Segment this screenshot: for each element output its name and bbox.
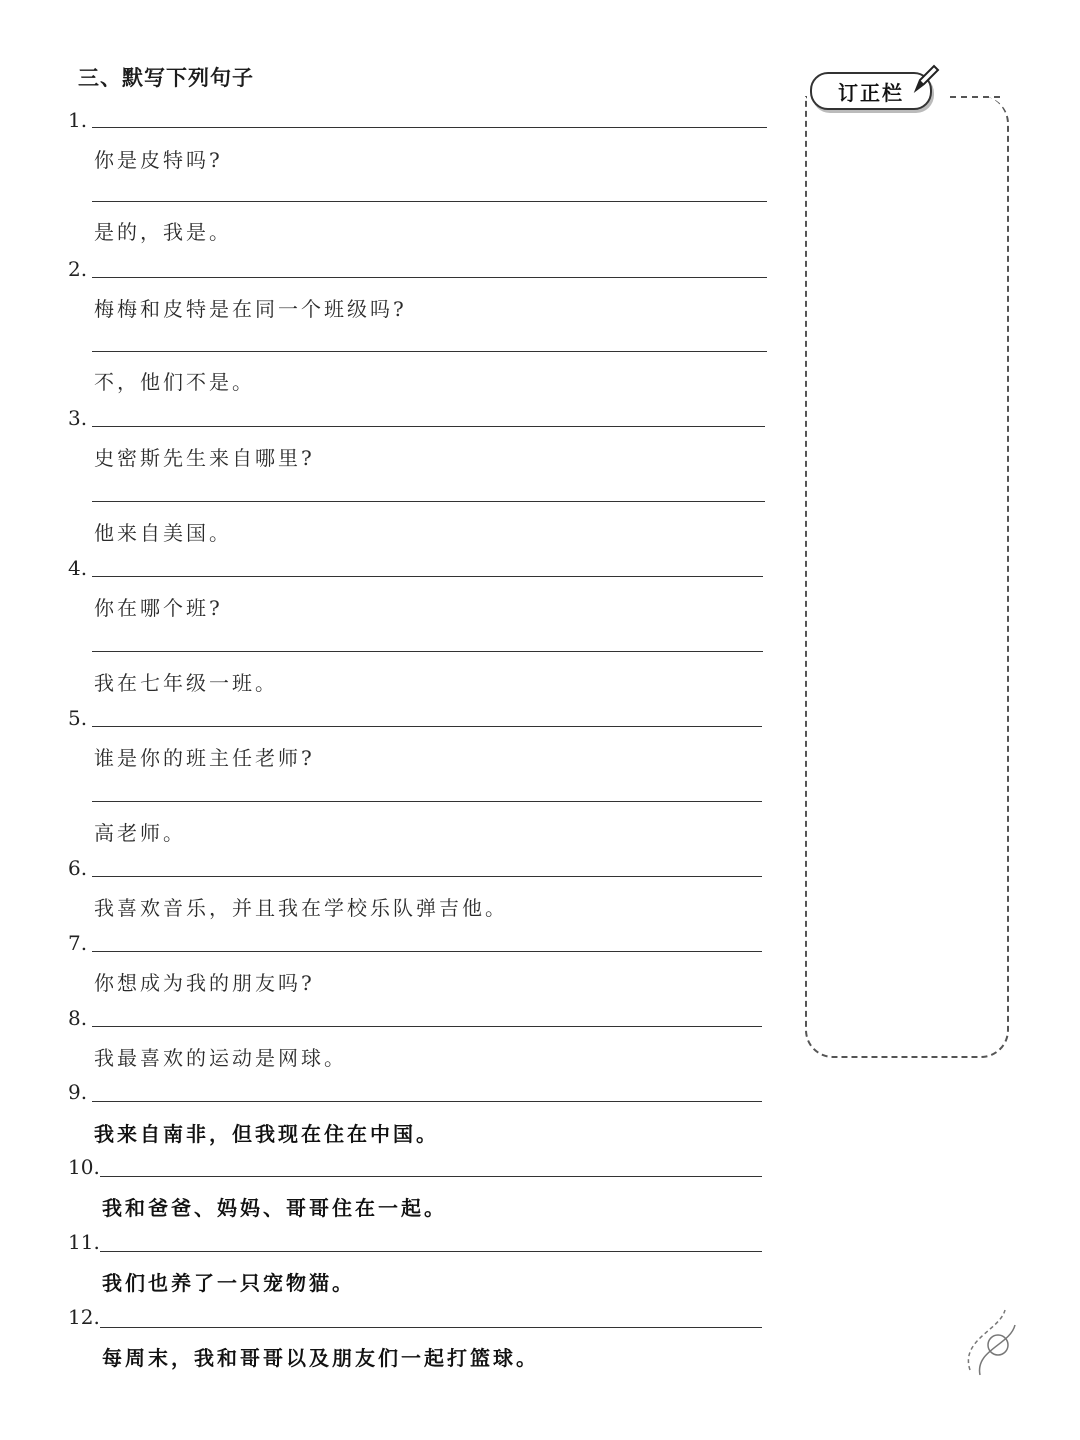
item-number: 5. (68, 706, 88, 730)
item-number: 12. (68, 1305, 100, 1329)
answer-line[interactable] (92, 1101, 762, 1102)
hint-text: 你在哪个班? (94, 596, 223, 620)
page-curl-icon (960, 1300, 1020, 1380)
item-number: 1. (68, 108, 88, 132)
correction-box[interactable] (805, 96, 1009, 1058)
answer-line[interactable] (92, 501, 765, 502)
hint-text: 梅梅和皮特是在同一个班级吗? (94, 297, 407, 321)
answer-line[interactable] (92, 951, 762, 952)
hint-text: 他来自美国。 (94, 521, 232, 545)
answer-line[interactable] (92, 351, 767, 352)
answer-line[interactable] (100, 1176, 762, 1177)
hint-text: 我最喜欢的运动是网球。 (94, 1046, 347, 1070)
hint-text: 每周末，我和哥哥以及朋友们一起打篮球。 (102, 1346, 539, 1370)
answer-line[interactable] (100, 1327, 762, 1328)
answer-line[interactable] (92, 1026, 762, 1027)
hint-text: 不，他们不是。 (94, 370, 255, 394)
item-number: 6. (68, 856, 88, 880)
hint-text: 史密斯先生来自哪里? (94, 446, 315, 470)
answer-line[interactable] (92, 726, 762, 727)
hint-text: 谁是你的班主任老师? (94, 746, 315, 770)
item-number: 11. (68, 1230, 100, 1254)
hint-text: 我来自南非，但我现在住在中国。 (94, 1122, 439, 1146)
answer-line[interactable] (92, 277, 767, 278)
answer-line[interactable] (92, 801, 762, 802)
item-number: 4. (68, 556, 88, 580)
hint-text: 我和爸爸、妈妈、哥哥住在一起。 (102, 1196, 447, 1220)
item-number: 3. (68, 406, 88, 430)
pencil-icon (912, 62, 942, 94)
hint-text: 你想成为我的朋友吗? (94, 971, 315, 995)
hint-text: 是的，我是。 (94, 220, 232, 244)
answer-line[interactable] (92, 576, 763, 577)
hint-text: 我在七年级一班。 (94, 671, 278, 695)
correction-box-top-edge (950, 96, 1000, 98)
section-title: 三、默写下列句子 (78, 66, 254, 90)
item-number: 8. (68, 1006, 88, 1030)
answer-line[interactable] (92, 201, 767, 202)
correction-label: 订正栏 (810, 72, 932, 110)
hint-text: 我喜欢音乐，并且我在学校乐队弹吉他。 (94, 896, 508, 920)
answer-line[interactable] (100, 1251, 762, 1252)
hint-text: 高老师。 (94, 821, 186, 845)
answer-line[interactable] (92, 426, 765, 427)
answer-line[interactable] (92, 127, 767, 128)
hint-text: 你是皮特吗? (94, 148, 223, 172)
item-number: 2. (68, 257, 88, 281)
answer-line[interactable] (92, 876, 762, 877)
hint-text: 我们也养了一只宠物猫。 (102, 1271, 355, 1295)
answer-line[interactable] (92, 651, 763, 652)
item-number: 7. (68, 931, 88, 955)
item-number: 10. (68, 1155, 100, 1179)
item-number: 9. (68, 1080, 88, 1104)
